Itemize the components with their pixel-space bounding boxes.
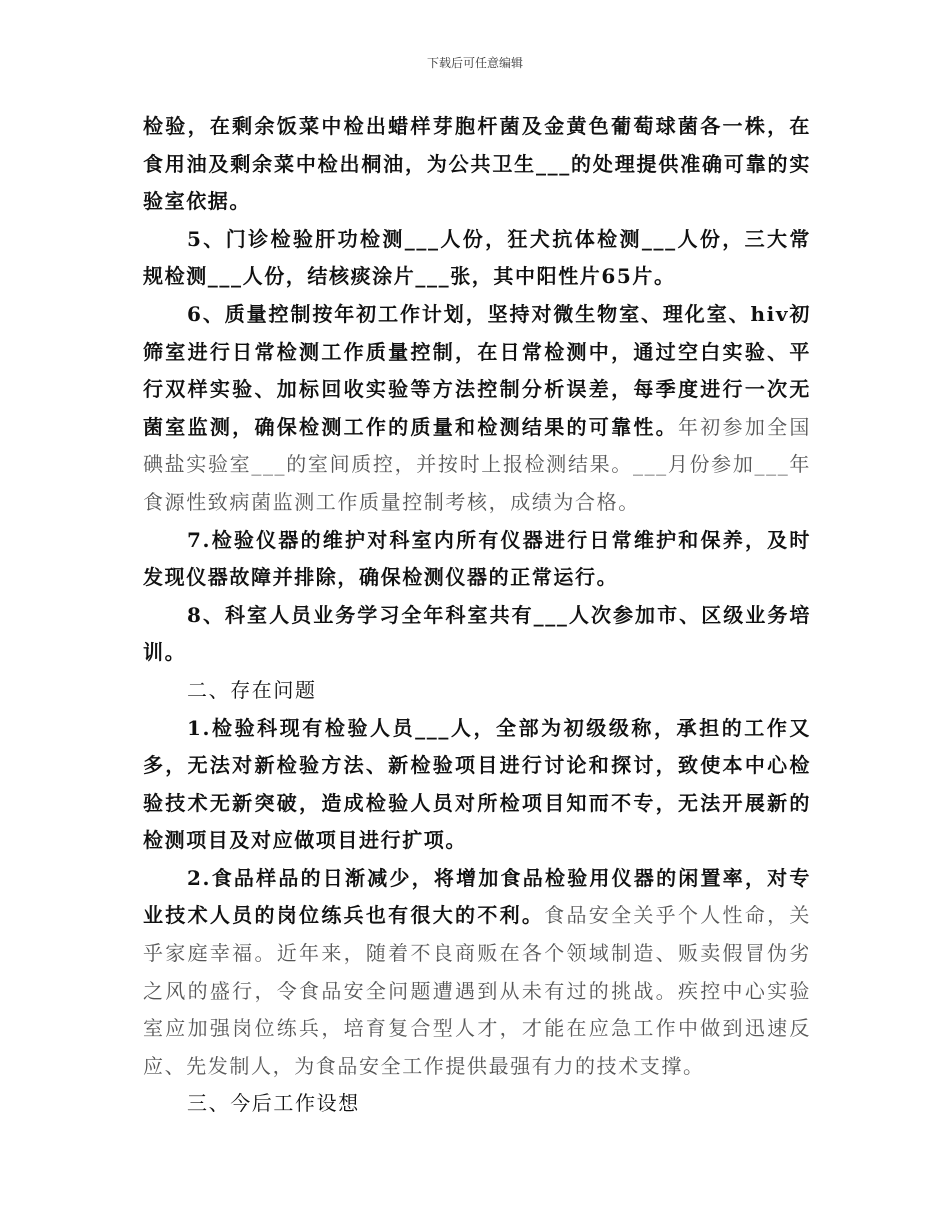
paragraph-light-text: 年初参加全国碘盐实验室___的室间质控，并按时上报检测结果。___月份参加___年食源性致病菌监测工作质量控制考核，成绩为合格。 bbox=[143, 414, 811, 514]
problem-item-1 bbox=[143, 710, 811, 860]
paragraph-continuation bbox=[143, 108, 811, 221]
paragraph-item-5 bbox=[143, 221, 811, 296]
paragraph-item-7 bbox=[143, 522, 811, 597]
paragraph-item-6 bbox=[143, 296, 811, 522]
paragraph-bold-text: 1.检验科现有检验人员___人，全部为初级级称，承担的工作又多，无法对新检验方法、新检验项目进行讨论和探讨，致使本中心检验技术无新突破，造成检验人员对所检项目知而不专，无法开展新的检测项目及对应做项目进行扩项。 bbox=[143, 715, 811, 853]
document-body bbox=[143, 108, 811, 1123]
paragraph-bold-text: 6、质量控制按年初工作计划，坚持对微生物室、理化室、hiv初筛室进行日常检测工作质量控制，在日常检测中，通过空白实验、平行双样实验、加标回收实验等方法控制分析误差，每季度进行一次无菌室监测，确保检测工作的质量和检测结果的可靠性。 bbox=[143, 301, 811, 439]
paragraph-bold-text: 5、门诊检验肝功检测___人份，狂犬抗体检测___人份，三大常规检测___人份，结核痰涂片___张，其中阳性片65片。 bbox=[143, 226, 811, 289]
problem-item-2 bbox=[143, 860, 811, 1086]
paragraph-bold-text: 7.检验仪器的维护对科室内所有仪器进行日常维护和保养，及时发现仪器故障并排除，确保检测仪器的正常运行。 bbox=[143, 527, 811, 590]
paragraph-bold-text: 检验，在剩余饭菜中检出蜡样芽胞杆菌及金黄色葡萄球菌各一株，在食用油及剩余菜中检出桐油，为公共卫生___的处理提供准确可靠的实验室依据。 bbox=[143, 114, 811, 214]
paragraph-light-text: 食品安全关乎个人性命，关乎家庭幸福。近年来，随着不良商贩在各个领域制造、贩卖假冒伪劣之风的盛行，令食品安全问题遭遇到从未有过的挑战。疾控中心实验室应加强岗位练兵，培育复合型人才，才能在应急工作中做到迅速反应、先发制人，为食品安全工作提供最强有力的技术支撑。 bbox=[143, 903, 811, 1078]
section-heading-future-plans bbox=[143, 1085, 811, 1123]
paragraph-bold-text: 8、科室人员业务学习全年科室共有___人次参加市、区级业务培训。 bbox=[143, 602, 811, 665]
section-heading-text: 三、今后工作设想 bbox=[187, 1091, 360, 1116]
page-header: 下载后可任意编辑 bbox=[426, 56, 523, 70]
section-heading-text: 二、存在问题 bbox=[187, 677, 317, 702]
paragraph-item-8 bbox=[143, 597, 811, 672]
section-heading-problems bbox=[143, 672, 811, 710]
paragraph-bold-text: 2.食品样品的日渐减少，将增加食品检验用仪器的闲置率，对专业技术人员的岗位练兵也有很大的不利。 bbox=[143, 865, 811, 928]
